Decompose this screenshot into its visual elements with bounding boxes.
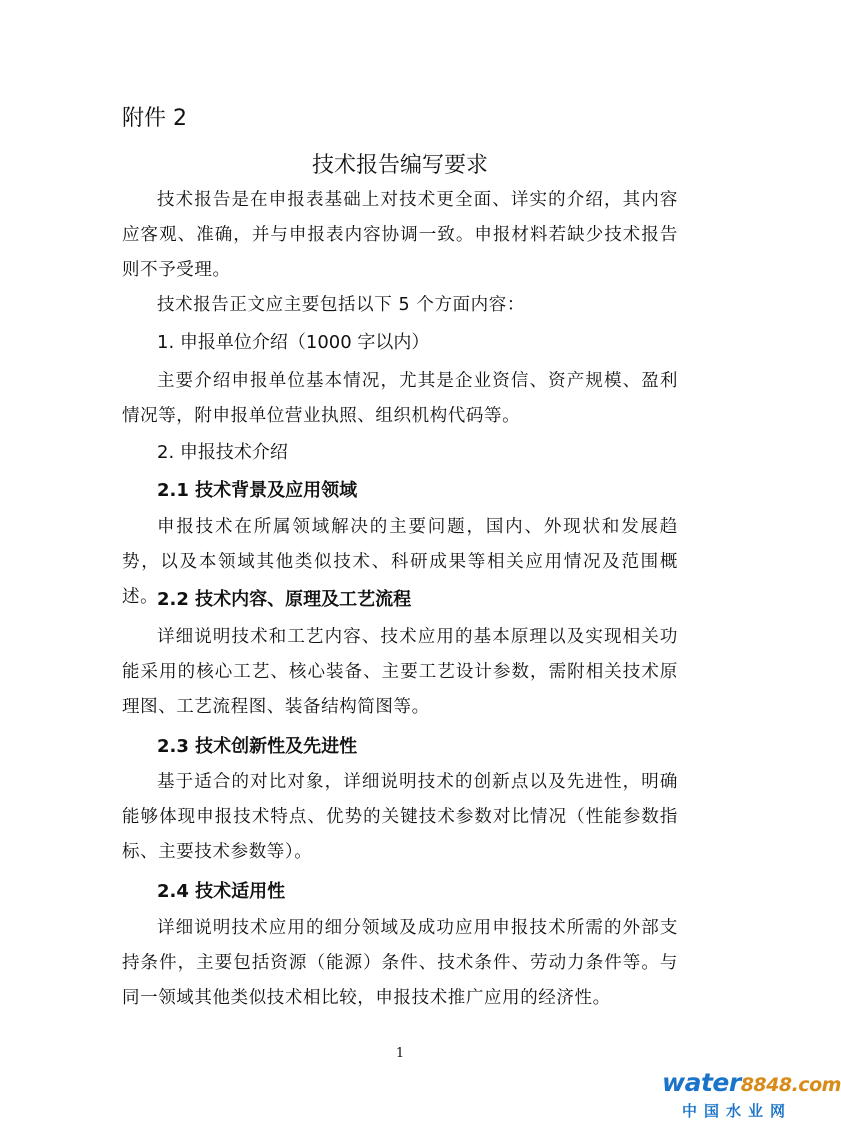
intro-paragraph-2: 技术报告正文应主要包括以下 5 个方面内容： <box>157 295 525 315</box>
section-1-body: 主要介绍申报单位基本情况，尤其是企业资信、资产规模、盈利情况等，附申报单位营业执照、组织机构代码等。 <box>122 371 678 426</box>
section-2-4-heading: 2.4 技术适用性 <box>157 881 286 902</box>
logo-suffix: .com <box>791 1074 841 1096</box>
section-2-3-heading: 2.3 技术创新性及先进性 <box>157 736 358 757</box>
intro-paragraph-1: 技术报告是在申报表基础上对技术更全面、详实的介绍，其内容应客观、准确，并与申报表内容协调一致。申报材料若缺少技术报告则不予受理。 <box>122 190 678 280</box>
watermark-subtitle: 中国水业网 <box>681 1102 792 1120</box>
section-2-1-heading: 2.1 技术背景及应用领域 <box>157 480 358 501</box>
page-number: 1 <box>395 1046 405 1061</box>
logo-word: water <box>662 1068 741 1097</box>
section-2-heading: 2. 申报技术介绍 <box>157 442 288 463</box>
document-title: 技术报告编写要求 <box>311 153 488 178</box>
section-2-2-body: 详细说明技术和工艺内容、技术应用的基本原理以及实现相关功能采用的核心工艺、核心装备、主要工艺设计参数，需附相关技术原理图、工艺流程图、装备结构简图等。 <box>122 627 678 717</box>
section-2-2-heading: 2.2 技术内容、原理及工艺流程 <box>157 589 412 610</box>
watermark-logo <box>662 1068 841 1126</box>
attachment-label: 附件 2 <box>122 106 187 131</box>
section-2-3-body: 基于适合的对比对象，详细说明技术的创新点以及先进性，明确能够体现申报技术特点、优势的关键技术参数对比情况（性能参数指标、主要技术参数等）。 <box>122 772 678 862</box>
section-1-heading: 1. 申报单位介绍（1000 字以内） <box>157 332 430 353</box>
logo-number: 8848 <box>740 1074 792 1096</box>
section-2-1-body: 申报技术在所属领域解决的主要问题，国内、外现状和发展趋势，以及本领域其他类似技术、科研成果等相关应用情况及范围概述。 <box>122 517 678 607</box>
watermark-logo-text <box>662 1068 841 1100</box>
section-2-4-body: 详细说明技术应用的细分领域及成功应用申报技术所需的外部支持条件，主要包括资源（能源）条件、技术条件、劳动力条件等。与同一领域其他类似技术相比较，申报技术推广应用的经济性。 <box>122 918 678 1008</box>
